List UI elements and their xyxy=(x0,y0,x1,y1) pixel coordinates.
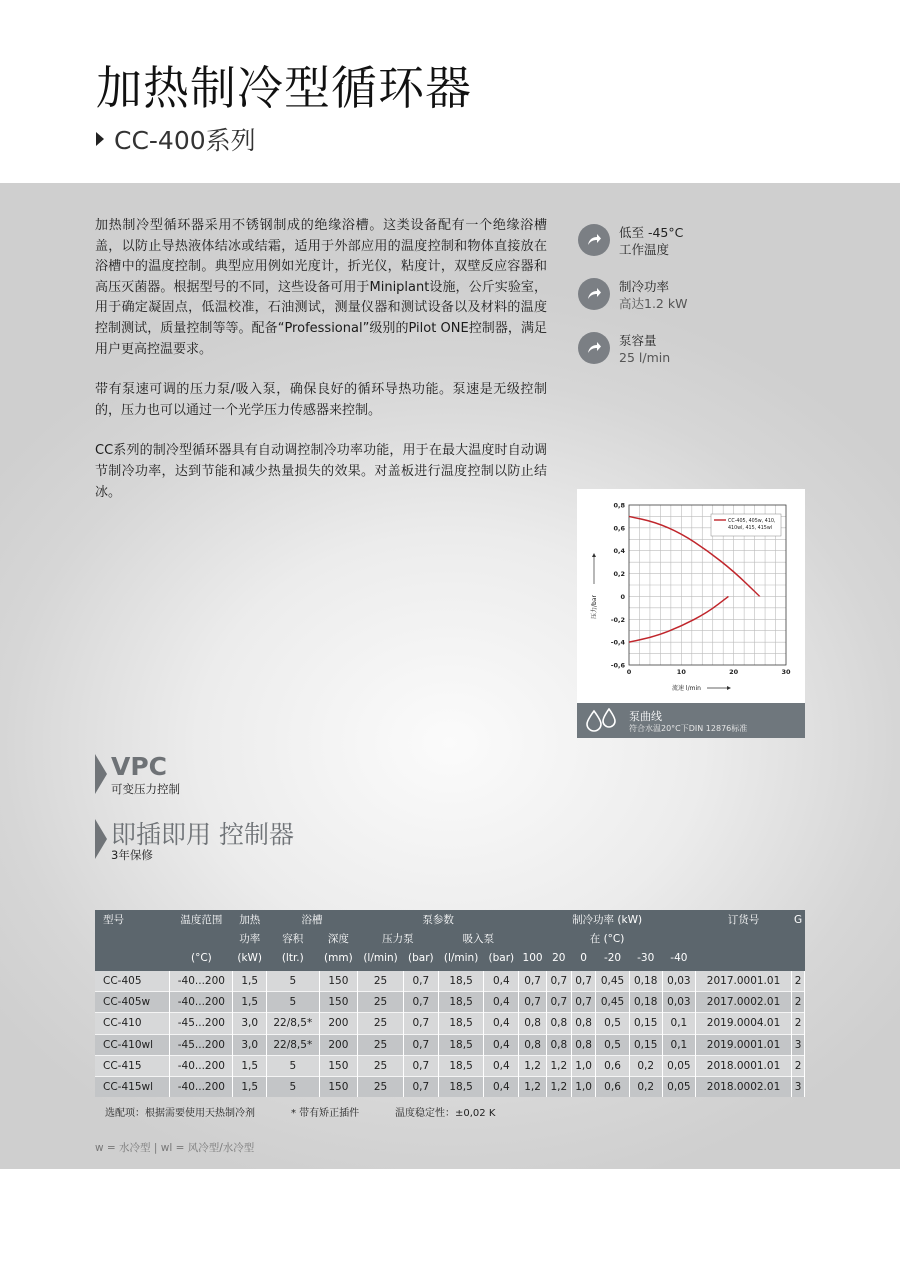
table-cell: 3,0 xyxy=(233,1013,267,1034)
col-temp-range: 温度范围 xyxy=(180,914,223,926)
table-cell: 200 xyxy=(319,1013,358,1034)
table-cell: 2019.0001.01 xyxy=(695,1034,791,1055)
table-row xyxy=(95,1076,805,1097)
col-heat-power: 功率 xyxy=(239,933,261,945)
share-arrow-icon xyxy=(578,278,610,310)
x-tick-label: 0 xyxy=(626,668,632,676)
brand-vpc-title: VPC xyxy=(111,752,168,781)
table-cell: 0,6 xyxy=(596,1076,629,1097)
table-cell: -45...200 xyxy=(170,1034,233,1055)
table-cell: 3 xyxy=(792,1034,805,1055)
y-tick-label: -0,2 xyxy=(610,615,625,624)
col-pressure-pump: 压力泵 xyxy=(382,933,414,945)
note-stability: 温度稳定性：±0,02 K xyxy=(395,1108,496,1119)
table-cell: 5 xyxy=(266,971,319,992)
page-title: 加热制冷型循环器 xyxy=(96,61,472,115)
x-tick-label: 10 xyxy=(676,668,686,676)
table-cell: 5 xyxy=(266,992,319,1013)
chart-caption-bar xyxy=(577,703,805,738)
table-cell: 0,7 xyxy=(546,992,571,1013)
table-cell: 0,45 xyxy=(596,992,629,1013)
y-tick-label: 0,8 xyxy=(613,501,625,510)
table-cell: 200 xyxy=(319,1034,358,1055)
description-paragraph: 带有泵速可调的压力泵/吸入泵，确保良好的循环导热功能。泵速是无级控制的，压力也可以通过一个光学压力传感器来控制。 xyxy=(95,382,547,418)
table-cell: 0,1 xyxy=(662,1034,695,1055)
table-cell: 0,4 xyxy=(484,1034,519,1055)
unit: (°C) xyxy=(190,952,212,964)
table-cell: 25 xyxy=(358,971,404,992)
unit: (kW) xyxy=(237,952,263,964)
table-cell: 1,5 xyxy=(233,971,267,992)
table-cell: 0,7 xyxy=(546,971,571,992)
unit: (bar) xyxy=(408,952,434,964)
unit: -20 xyxy=(603,952,622,964)
table-header-row xyxy=(95,910,805,929)
feature-value: 高达1.2 kW xyxy=(619,296,688,311)
table-cell: 0,8 xyxy=(546,1013,571,1034)
y-tick-label: 0 xyxy=(620,592,625,601)
table-cell: 18,5 xyxy=(438,971,484,992)
table-cell: 22/8,5* xyxy=(266,1013,319,1034)
y-tick-label: -0,6 xyxy=(610,661,625,670)
table-cell: 18,5 xyxy=(438,1034,484,1055)
table-cell: 25 xyxy=(358,1034,404,1055)
unit: -40 xyxy=(670,952,688,964)
description-paragraph: 加热制冷型循环器采用不锈钢制成的绝缘浴槽。这类设备配有一个绝缘浴槽盖，以防止导热液体结冰或结霜，适用于外部应用的温度控制和物体直接放在浴槽中的温度控制。典型应用例如光度计，折光仪，粘度计，双壁反应容器和高压灭菌器。根据型号的不同，这些设备可用于Miniplant设施，公斤实验室，用于确定凝固点，低温校准，石油测试，测量仪器和测试设备以及材料的温度控制测试，质量控制等等。配备“Professional”级别的Pilot ONE控制器，满足用户更高控温要求。 xyxy=(95,218,547,357)
model-cell: CC-405 xyxy=(95,971,170,992)
unit: (l/min) xyxy=(363,952,398,964)
chevron-right-icon xyxy=(95,819,107,859)
table-cell: 0,05 xyxy=(662,1055,695,1076)
spec-table xyxy=(95,910,805,1097)
table-cell: 1,2 xyxy=(546,1076,571,1097)
table-cell: 0,18 xyxy=(629,992,662,1013)
series-subtitle-text: CC-400系列 xyxy=(114,126,256,155)
col-volume: 容积 xyxy=(282,933,304,945)
table-cell: 0,2 xyxy=(629,1055,662,1076)
table-cell: 0,7 xyxy=(403,1055,438,1076)
table-cell: 2017.0001.01 xyxy=(695,971,791,992)
model-cell: CC-410 xyxy=(95,1013,170,1034)
col-pump: 泵参数 xyxy=(422,914,454,926)
table-cell: 0,5 xyxy=(596,1034,629,1055)
unit: -30 xyxy=(637,952,655,964)
legend-box xyxy=(711,514,781,536)
caret-right-icon xyxy=(96,132,104,146)
unit: (bar) xyxy=(488,952,515,964)
chevron-right-icon xyxy=(95,754,107,794)
chart-title: 泵曲线 xyxy=(629,710,662,723)
model-cell: CC-405w xyxy=(95,992,170,1013)
table-cell: 0,7 xyxy=(571,971,596,992)
table-header-row xyxy=(95,929,805,948)
feature-value: 25 l/min xyxy=(619,350,671,365)
y-axis-label: 压力/bar xyxy=(591,595,598,619)
col-g: G xyxy=(793,913,803,926)
brand-plug-title: 即插即用 控制器 xyxy=(111,820,294,849)
table-cell: 0,8 xyxy=(571,1013,596,1034)
table-cell: 1,2 xyxy=(519,1055,547,1076)
table-row xyxy=(95,1055,805,1076)
x-tick-label: 30 xyxy=(781,668,791,676)
table-cell: 0,5 xyxy=(596,1013,629,1034)
table-cell: 150 xyxy=(319,1076,358,1097)
table-row xyxy=(95,1034,805,1055)
col-model: 型号 xyxy=(103,914,124,926)
table-cell: 0,2 xyxy=(629,1076,662,1097)
col-at-temp: 在 (°C) xyxy=(589,933,625,945)
col-suction-pump: 吸入泵 xyxy=(462,933,495,945)
y-tick-label: 0,4 xyxy=(613,547,625,556)
table-row xyxy=(95,1013,805,1034)
table-cell: 0,05 xyxy=(662,1076,695,1097)
table-cell: 18,5 xyxy=(438,1076,484,1097)
table-cell: 0,7 xyxy=(519,992,547,1013)
table-cell: 1,5 xyxy=(233,1076,267,1097)
table-row xyxy=(95,992,805,1013)
feature-cooling xyxy=(578,278,808,332)
share-arrow-icon xyxy=(578,332,610,364)
table-cell: 0,7 xyxy=(519,971,547,992)
feature-temperature xyxy=(578,224,808,278)
x-tick-label: 20 xyxy=(729,668,739,676)
table-cell: 0,03 xyxy=(662,971,695,992)
table-header-row xyxy=(95,948,805,971)
table-cell: 0,8 xyxy=(519,1013,547,1034)
unit: (ltr.) xyxy=(281,952,304,964)
table-cell: 22/8,5* xyxy=(266,1034,319,1055)
col-order: 订货号 xyxy=(727,914,760,926)
table-cell: 150 xyxy=(319,992,358,1013)
table-cell: 150 xyxy=(319,971,358,992)
description-paragraph: CC系列的制冷型循环器具有自动调控制冷功率功能，用于在最大温度时自动调节制冷功率，达到节能和减少热量损失的效果。对盖板进行温度控制以防止结冰。 xyxy=(95,443,547,500)
table-cell: 2018.0002.01 xyxy=(695,1076,791,1097)
model-cell: CC-410wl xyxy=(95,1034,170,1055)
feature-pump xyxy=(578,332,808,386)
table-cell: 0,6 xyxy=(596,1055,629,1076)
feature-label: 低至 -45°C xyxy=(619,225,684,240)
pump-curve-chart xyxy=(577,489,805,703)
table-cell: 0,45 xyxy=(596,971,629,992)
table-cell: 5 xyxy=(266,1076,319,1097)
table-cell: 18,5 xyxy=(438,992,484,1013)
col-bath: 浴槽 xyxy=(301,914,323,926)
table-cell: 2018.0001.01 xyxy=(695,1055,791,1076)
table-cell: 0,03 xyxy=(662,992,695,1013)
table-cell: 0,7 xyxy=(403,971,438,992)
table-cell: 2 xyxy=(792,1055,805,1076)
table-cell: 25 xyxy=(358,1076,404,1097)
col-heat: 加热 xyxy=(239,914,261,926)
unit: (mm) xyxy=(324,952,353,964)
table-cell: -40...200 xyxy=(170,1076,233,1097)
table-cell: 3,0 xyxy=(233,1034,267,1055)
table-cell: -40...200 xyxy=(170,971,233,992)
table-cell: 2017.0002.01 xyxy=(695,992,791,1013)
table-cell: 1,2 xyxy=(546,1055,571,1076)
table-cell: 0,8 xyxy=(546,1034,571,1055)
table-cell: 3 xyxy=(792,1076,805,1097)
feature-label: 泵容量 xyxy=(619,333,657,348)
brand-vpc-subtitle: 可变压力控制 xyxy=(111,782,180,796)
table-cell: -40...200 xyxy=(170,1055,233,1076)
table-row xyxy=(95,971,805,992)
x-axis-label: 流速 l/min xyxy=(672,685,701,692)
table-cell: 1,0 xyxy=(571,1055,596,1076)
feature-label: 制冷功率 xyxy=(619,279,670,294)
unit: 100 xyxy=(522,952,543,964)
table-cell: 25 xyxy=(358,992,404,1013)
table-cell: 18,5 xyxy=(438,1055,484,1076)
table-cell: 2 xyxy=(792,971,805,992)
description xyxy=(95,216,547,523)
table-cell: 0,4 xyxy=(484,992,519,1013)
table-cell: 0,7 xyxy=(403,992,438,1013)
unit: 20 xyxy=(552,952,566,964)
table-cell: 25 xyxy=(358,1055,404,1076)
pump-curve-card xyxy=(577,489,805,738)
table-cell: 150 xyxy=(319,1055,358,1076)
y-tick-label: 0,6 xyxy=(613,524,625,533)
chart-caption: 符合水温20°C下DIN 12876标准 xyxy=(629,724,748,733)
table-cell: 2 xyxy=(792,1013,805,1034)
table-cell: 2019.0004.01 xyxy=(695,1013,791,1034)
y-tick-label: -0,4 xyxy=(610,638,625,647)
share-arrow-icon xyxy=(578,224,610,256)
note-option: 选配项：根据需要使用天热制冷剂 xyxy=(105,1108,255,1119)
brand-plug-subtitle: 3年保修 xyxy=(111,848,153,862)
model-cell: CC-415 xyxy=(95,1055,170,1076)
unit: 0 xyxy=(580,952,587,964)
table-cell: 1,5 xyxy=(233,1055,267,1076)
table-cell: 18,5 xyxy=(438,1013,484,1034)
feature-value: 工作温度 xyxy=(619,242,670,257)
table-cell: 0,7 xyxy=(403,1034,438,1055)
series-subtitle xyxy=(96,121,256,157)
table-cell: -40...200 xyxy=(170,992,233,1013)
feature-list xyxy=(578,224,808,386)
table-cell: 1,5 xyxy=(233,992,267,1013)
table-cell: 0,7 xyxy=(571,992,596,1013)
note-asterisk: * 带有矫正插件 xyxy=(291,1108,360,1119)
table-cell: 5 xyxy=(266,1055,319,1076)
table-cell: 2 xyxy=(792,992,805,1013)
table-cell: 1,2 xyxy=(519,1076,547,1097)
y-tick-label: 0,2 xyxy=(613,570,625,579)
table-cell: 0,4 xyxy=(484,971,519,992)
x-axis-arrowhead xyxy=(727,686,731,690)
table-cell: 0,4 xyxy=(484,1013,519,1034)
table-cell: 0,7 xyxy=(403,1076,438,1097)
table-cell: 0,8 xyxy=(519,1034,547,1055)
table-cell: 0,18 xyxy=(629,971,662,992)
model-cell: CC-415wl xyxy=(95,1076,170,1097)
col-cooling: 制冷功率 (kW) xyxy=(572,914,643,926)
y-axis-arrowhead xyxy=(592,553,596,557)
legend-label: CC-405, 405w, 410, 410wl, 415, 415wl xyxy=(728,519,776,531)
table-cell: 0,1 xyxy=(662,1013,695,1034)
water-drops-icon xyxy=(585,708,619,734)
table-cell: 0,15 xyxy=(629,1034,662,1055)
table-cell: -45...200 xyxy=(170,1013,233,1034)
col-depth: 深度 xyxy=(327,933,349,945)
cooling-legend: w = 水冷型 | wl = 风冷型/水冷型 xyxy=(95,1142,255,1154)
table-cell: 0,4 xyxy=(484,1076,519,1097)
table-cell: 0,8 xyxy=(571,1034,596,1055)
table-cell: 0,7 xyxy=(403,1013,438,1034)
table-cell: 1,0 xyxy=(571,1076,596,1097)
table-cell: 0,4 xyxy=(484,1055,519,1076)
table-cell: 0,15 xyxy=(629,1013,662,1034)
unit: (l/min) xyxy=(443,952,479,964)
table-cell: 25 xyxy=(358,1013,404,1034)
